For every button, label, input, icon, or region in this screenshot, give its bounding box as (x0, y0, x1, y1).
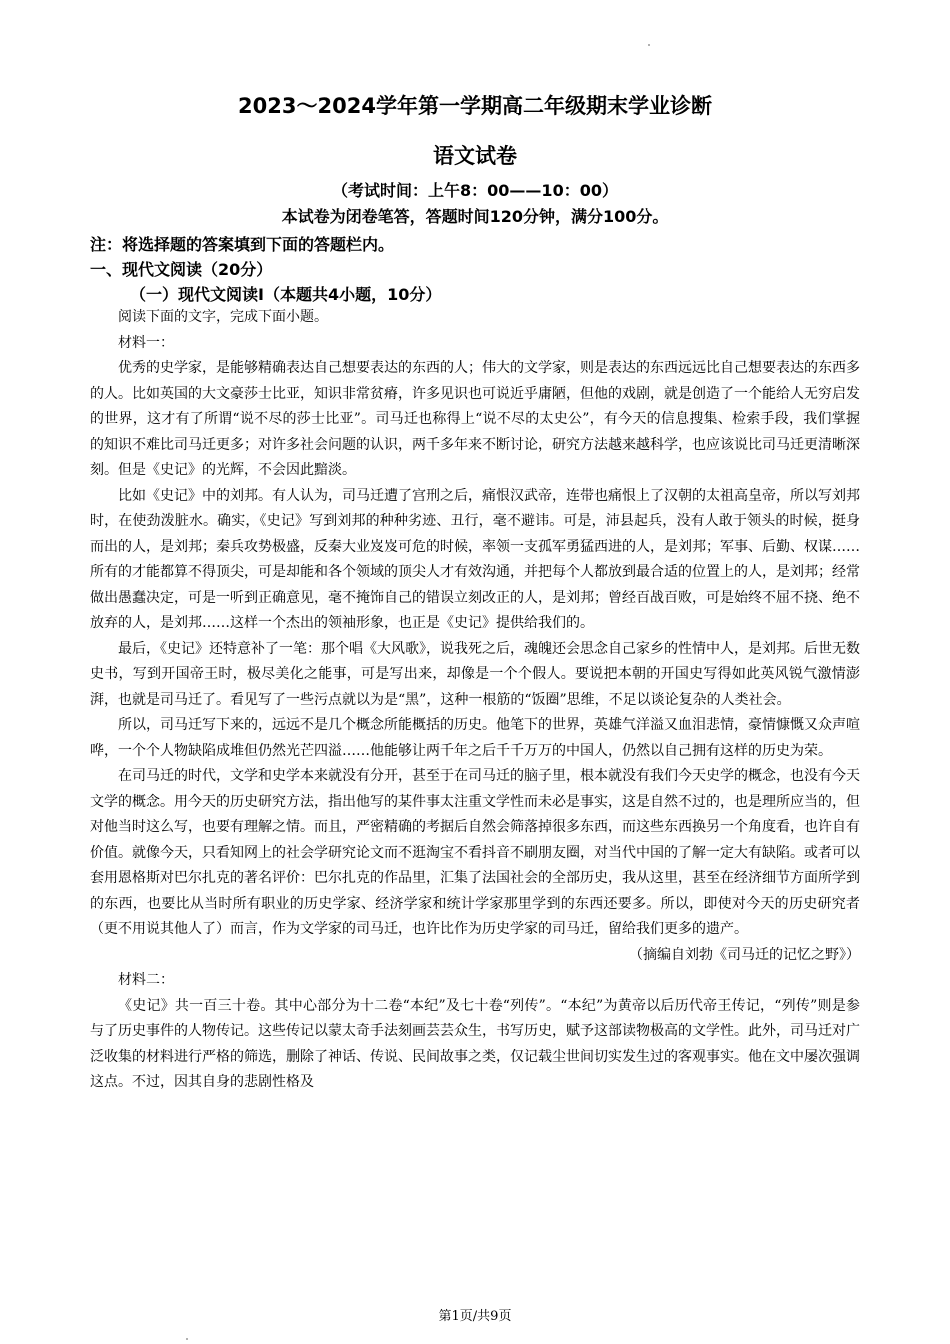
subject-title: 语文试卷 (433, 144, 517, 168)
scan-speck (186, 1338, 188, 1340)
material-label: 材料二： (118, 972, 174, 988)
exam-instructions: 本试卷为闭卷笔答，答题时间120分钟，满分100分。 (281, 207, 669, 226)
exam-time: （考试时间：上午8：00——10：00） (332, 181, 618, 200)
passage-intro: 阅读下面的文字，完成下面小题。 (118, 309, 328, 325)
paragraph: 最后，《史记》还特意补了一笔：那个唱《大风歌》，说我死之后，魂魄还会思念自己家乡的性情中人，是刘邦。后世无数史书，写到开国帝王时，极尽美化之能事，可是写出来，却像是一个个假人。要说把本朝的开国史写得如此英风锐气激情澎湃，也就是司马迁了。看见写了一些污点就以为是“黑”，这种一根筋的“饭圈”思维，不足以谈论复杂的人类社会。 (90, 640, 860, 708)
scan-speck (648, 44, 650, 46)
reading-passage (90, 305, 860, 1096)
paragraph: 在司马迁的时代，文学和史学本来就没有分开，甚至于在司马迁的脑子里，根本就没有我们今天史学的概念，也没有今天文学的概念。用今天的历史研究方法，指出他写的某件事太注重文学性而未必是事实，这是自然不过的，也是理所应当的，但对他当时这么写，也要有理解之情。而且，严密精确的考据后自然会筛落掉很多东西，而这些东西换另一个角度看，也许自有价值。就像今天，只看知网上的社会学研究论文而不逛淘宝不看抖音不刷朋友圈，对当代中国的了解一定大有缺陷。或者可以套用恩格斯对巴尔扎克的著名评价：巴尔扎克的作品里，汇集了法国社会的全部历史，我从这里，甚至在经济细节方面所学到的东西，也要比从当时所有职业的历史学家、经济学家和统计学家那里学到的东西还要多。所以，即使对今天的历史研究者（更不用说其他人了）而言，作为文学家的司马迁，也许比作为历史学家的司马迁，留给我们更多的遗产。 (90, 768, 860, 937)
answer-note: 注：将选择题的答案填到下面的答题栏内。 (90, 235, 395, 254)
material-label: 材料一： (118, 334, 174, 351)
subsection-heading: （一）现代文阅读Ⅰ（本题共4小题，10分） (130, 285, 442, 304)
page-footer: 第1页/共9页 (438, 1309, 512, 1324)
paragraph: 《史记》共一百三十卷。其中心部分为十二卷“本纪”及七十卷“列传”。“本纪”为黄帝以后历代帝王传记，“列传”则是参与了历史事件的人物传记。这些传记以蒙太奇手法刻画芸芸众生，书写历史，赋予这部读物极高的文学性。此外，司马迁对广泛收集的材料进行严格的筛选，删除了神话、传说、民间故事之类，仅记载尘世间切实发生过的客观事实。他在文中屡次强调这点。不过，因其自身的悲剧性格及 (90, 997, 860, 1090)
source-citation: （摘编自刘勃《司马迁的记忆之野》） (629, 946, 860, 963)
paragraph: 所以，司马迁写下来的，远远不是几个概念所能概括的历史。他笔下的世界，英雄气洋溢又血泪悲情，豪情慷慨又众声喧哗，一个个人物缺陷成堆但仍然光芒四溢……他能够让两千年之后千千万万的中国人，仍然以自己拥有这样的历史为荣。 (90, 717, 860, 759)
paragraph: 优秀的史学家，是能够精确表达自己想要表达的东西的人；伟大的文学家，则是表达的东西远远比自己想要表达的东西多的人。比如英国的大文豪莎士比亚，知识非常贫瘠，许多见识也可说近乎庸陋，但他的戏剧，就是创造了一个能给人无穷启发的世界，这才有了所谓“说不尽的莎士比亚”。司马迁也称得上“说不尽的太史公”，有今天的信息搜集、检索手段，我们掌握的知识不难比司马迁更多；对许多社会问题的认识，两千多年来不断讨论，研究方法越来越科学，也应该说比司马迁更清晰深刻。但是《史记》的光辉，不会因此黯淡。 (90, 360, 860, 478)
section-heading: 一、现代文阅读（20分） (90, 260, 273, 279)
paragraph: 比如《史记》中的刘邦。有人认为，司马迁遭了宫刑之后，痛恨汉武帝，连带也痛恨上了汉朝的太祖高皇帝，所以写刘邦时，在使劲泼脏水。确实，《史记》写到刘邦的种种劣迹、丑行，毫不避讳。可是，沛县起兵，没有人敢于领头的时候，挺身而出的人，是刘邦；秦兵攻势极盛，反秦大业岌岌可危的时候，率领一支孤军勇猛西进的人，是刘邦；军事、后勤、权谋……所有的才能都算不得顶尖，可是却能和各个领域的顶尖人才有效沟通，并把每个人都放到最合适的位置上的人，是刘邦；经常做出愚蠢决定，可是一听到正确意见，毫不掩饰自己的错误立刻改正的人，是刘邦；曾经百战百败，可是始终不屈不挠、绝不放弃的人，是刘邦……这样一个杰出的领袖形象，也正是《史记》提供给我们的。 (90, 487, 860, 631)
exam-title: 2023～2024学年第一学期高二年级期末学业诊断 (238, 94, 712, 118)
